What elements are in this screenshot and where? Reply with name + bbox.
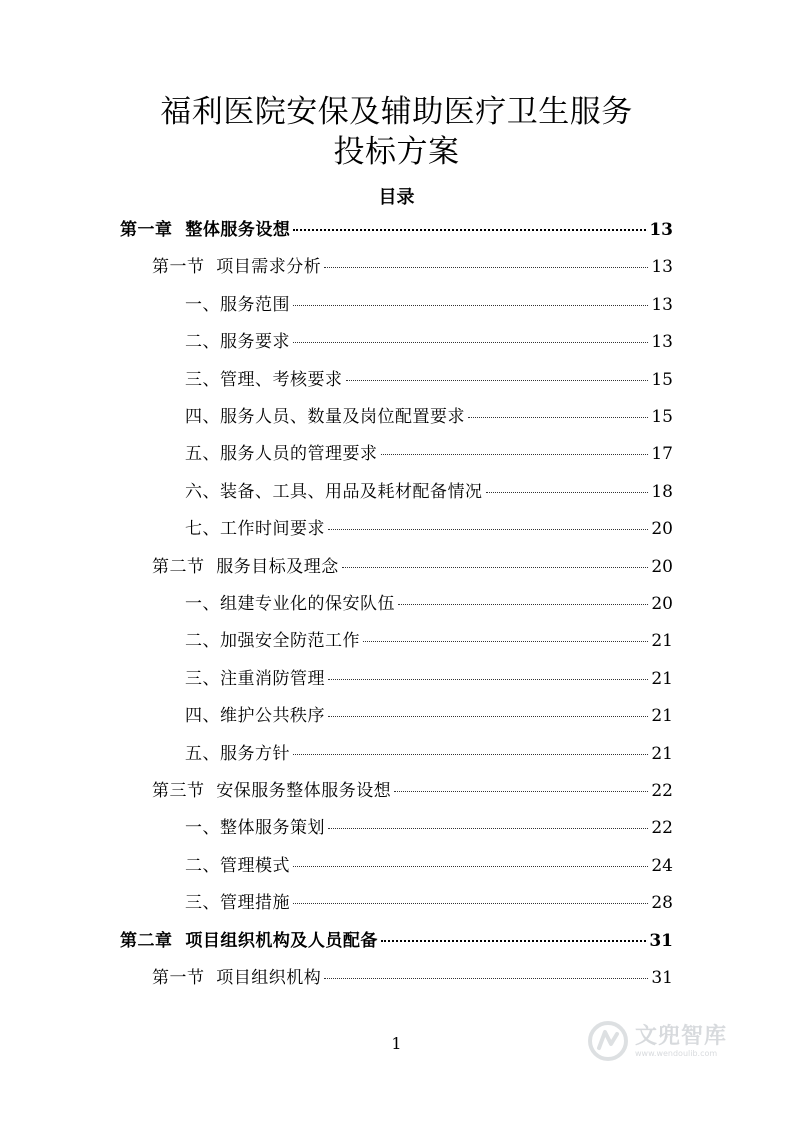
- toc-entry-title: 第一节 项目需求分析: [152, 257, 322, 278]
- title-line-1: 福利医院安保及辅助医疗卫生服务: [160, 94, 633, 130]
- toc-entry-title: 一、整体服务策划: [185, 818, 325, 839]
- toc-leader-dots: [398, 604, 648, 605]
- toc-entry[interactable]: [185, 701, 673, 731]
- toc-entry-page: 13: [651, 332, 673, 353]
- toc-entry-title: 二、服务要求: [185, 332, 290, 353]
- toc-entry-page: 18: [651, 481, 673, 502]
- toc-entry-page: 13: [651, 294, 673, 315]
- toc-entry-page: 31: [649, 930, 673, 951]
- title-line-2: 投标方案: [333, 134, 460, 170]
- toc-entry-page: 28: [651, 893, 673, 914]
- wendou-logo-icon: [587, 1020, 629, 1062]
- toc-entry[interactable]: [152, 252, 673, 282]
- toc-leader-dots: [363, 641, 648, 642]
- toc-entry-title: 三、管理、考核要求: [185, 369, 343, 390]
- watermark: [587, 1020, 727, 1062]
- toc-entry[interactable]: [185, 439, 673, 469]
- toc-leader-dots: [293, 903, 648, 904]
- toc-entry-page: 15: [651, 369, 673, 390]
- toc-leader-dots: [394, 791, 648, 792]
- watermark-name: 文兜智库: [635, 1023, 728, 1049]
- toc-leader-dots: [324, 267, 648, 268]
- toc-leader-dots: [293, 754, 648, 755]
- toc-entry-page: 15: [651, 407, 673, 427]
- toc-entry-title: 六、装备、工具、用品及耗材配备情况: [185, 481, 483, 502]
- toc-entry[interactable]: [185, 514, 673, 544]
- toc-leader-dots: [468, 417, 648, 418]
- toc-entry[interactable]: [185, 365, 673, 395]
- toc-entry[interactable]: [185, 813, 673, 843]
- toc-entry-title: 第二节 服务目标及理念: [152, 556, 339, 577]
- toc-entry-title: 二、管理模式: [185, 855, 290, 876]
- toc-entry-page: 21: [651, 631, 673, 652]
- toc-leader-dots: [328, 529, 648, 530]
- toc-entry-page: 20: [651, 519, 673, 540]
- toc-leader-dots: [293, 305, 648, 306]
- toc-entry-title: 五、服务人员的管理要求: [185, 444, 378, 465]
- toc-entry[interactable]: [185, 589, 673, 619]
- toc-entry[interactable]: [185, 664, 673, 694]
- toc-leader-dots: [328, 716, 648, 717]
- toc-leader-dots: [486, 492, 649, 493]
- toc-entry[interactable]: [152, 963, 673, 993]
- toc-leader-dots: [293, 342, 648, 343]
- toc-entry[interactable]: [185, 327, 673, 357]
- toc-entry-title: 四、服务人员、数量及岗位配置要求: [185, 407, 465, 427]
- toc-entry-title: 二、加强安全防范工作: [185, 631, 360, 652]
- toc-entry-page: 24: [651, 855, 673, 876]
- watermark-url: www.wendoulib.com: [635, 1048, 718, 1058]
- toc-entry[interactable]: [185, 739, 673, 769]
- toc-entry-page: 20: [651, 594, 673, 614]
- toc-entry[interactable]: [185, 290, 673, 320]
- document-title: [0, 92, 793, 172]
- toc-entry-title: 三、注重消防管理: [185, 668, 325, 689]
- page-number: 1: [391, 1034, 402, 1053]
- toc-entry-page: 22: [651, 781, 673, 801]
- toc-leader-dots: [381, 940, 646, 942]
- toc-entry-title: 四、维护公共秩序: [185, 706, 325, 727]
- toc-leader-dots: [346, 380, 649, 381]
- toc-entry[interactable]: [185, 477, 673, 507]
- toc-entry-page: 21: [651, 668, 673, 689]
- toc-entry[interactable]: [152, 776, 673, 806]
- toc-heading: 目录: [378, 187, 415, 208]
- toc-leader-dots: [328, 828, 648, 829]
- toc-entry[interactable]: [185, 888, 673, 918]
- toc-entry[interactable]: [185, 626, 673, 656]
- toc-entry-page: 31: [651, 968, 673, 988]
- toc-entry-page: 13: [649, 220, 673, 240]
- toc-entry-page: 13: [651, 257, 673, 278]
- toc-entry-title: 第一节 项目组织机构: [152, 968, 322, 988]
- toc-entry[interactable]: [152, 552, 673, 582]
- toc-entry[interactable]: [185, 851, 673, 881]
- toc-entry-title: 五、服务方针: [185, 743, 290, 764]
- toc-entry[interactable]: [120, 926, 673, 956]
- toc-entry-page: 21: [651, 706, 673, 727]
- toc-entry-title: 第二章 项目组织机构及人员配备: [120, 930, 378, 951]
- toc-entry-title: 七、工作时间要求: [185, 519, 325, 540]
- toc-entry[interactable]: [120, 215, 673, 245]
- toc-leader-dots: [324, 978, 648, 979]
- toc-entry-title: 三、管理措施: [185, 893, 290, 914]
- toc-entry-page: 22: [651, 818, 673, 839]
- toc-leader-dots: [293, 229, 646, 231]
- toc-entry-page: 17: [651, 444, 673, 465]
- toc-leader-dots: [293, 866, 648, 867]
- toc-entry-title: 第一章 整体服务设想: [120, 220, 291, 240]
- toc-entry-title: 一、服务范围: [185, 294, 290, 315]
- toc-leader-dots: [342, 567, 649, 568]
- toc-entry-page: 20: [651, 556, 673, 577]
- toc-entry-title: 第三节 安保服务整体服务设想: [152, 781, 392, 801]
- toc-entry-page: 21: [651, 743, 673, 764]
- toc-entry-title: 一、组建专业化的保安队伍: [185, 594, 395, 614]
- toc-leader-dots: [381, 454, 649, 455]
- toc-leader-dots: [328, 679, 648, 680]
- toc-entry[interactable]: [185, 402, 673, 432]
